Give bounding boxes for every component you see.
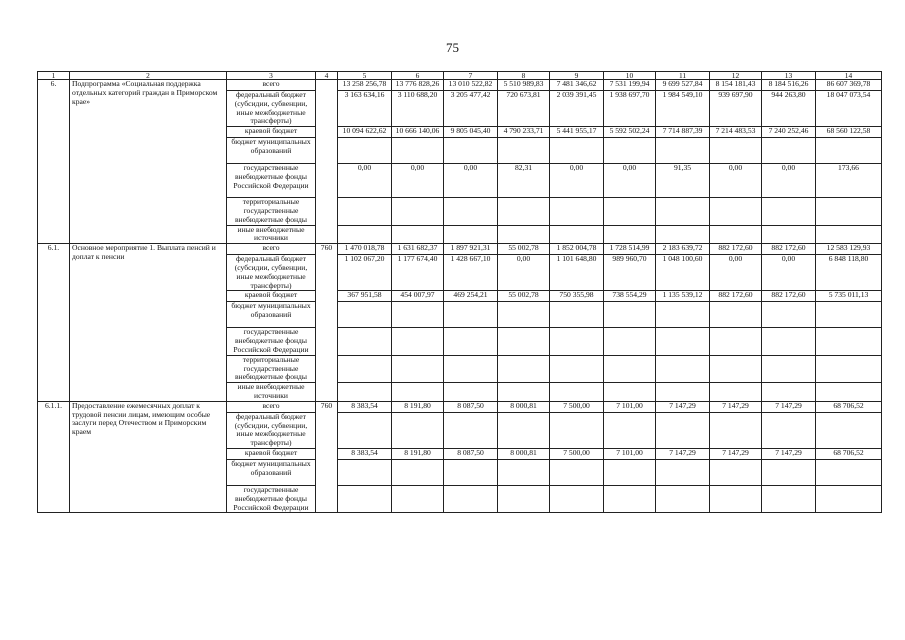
amount-cell [444,485,498,512]
amount-cell [762,225,816,244]
amount-cell [338,138,392,164]
funding-source: бюджет муниципальных образований [227,459,316,485]
amount-cell: 0,00 [762,164,816,198]
amount-cell: 1 102 067,20 [338,255,392,291]
amount-cell [392,225,444,244]
amount-cell [444,302,498,328]
amount-cell [498,302,550,328]
funding-source: территориальные государственные внебюджетные фонды [227,355,316,382]
funding-source: государственные внебюджетные фонды Российской Федерации [227,164,316,198]
amount-cell: 8 087,50 [444,448,498,459]
amount-cell [604,355,656,382]
column-header: 3 [227,72,316,80]
amount-cell [656,328,710,355]
amount-cell [816,459,882,485]
amount-cell [392,485,444,512]
amount-cell [392,328,444,355]
amount-cell [710,302,762,328]
amount-cell [816,485,882,512]
amount-cell [338,328,392,355]
amount-cell: 0,00 [710,164,762,198]
amount-cell: 7 147,29 [710,448,762,459]
amount-cell: 1 631 682,37 [392,244,444,255]
column-header: 14 [816,72,882,80]
column-header: 4 [316,72,338,80]
amount-cell [498,328,550,355]
amount-cell [338,355,392,382]
amount-cell [498,412,550,448]
amount-cell [762,459,816,485]
amount-cell [498,485,550,512]
amount-cell [656,383,710,402]
amount-cell: 5 735 011,13 [816,291,882,302]
page-number: 75 [446,40,459,55]
amount-cell: 7 147,29 [656,401,710,412]
amount-cell [550,459,604,485]
amount-cell: 882 172,60 [710,291,762,302]
amount-cell [444,355,498,382]
amount-cell: 1 048 100,60 [656,255,710,291]
amount-cell: 10 666 140,06 [392,127,444,138]
amount-cell [762,412,816,448]
amount-cell: 8 383,54 [338,401,392,412]
amount-cell [656,459,710,485]
section-code [316,80,338,244]
amount-cell [762,302,816,328]
amount-cell [498,198,550,225]
amount-cell [762,355,816,382]
column-header: 9 [550,72,604,80]
amount-cell: 1 852 004,78 [550,244,604,255]
amount-cell: 7 531 199,94 [604,80,656,91]
column-header: 11 [656,72,710,80]
amount-cell: 68 706,52 [816,401,882,412]
amount-cell: 0,00 [710,255,762,291]
amount-cell: 3 205 477,42 [444,91,498,127]
amount-cell: 0,00 [498,255,550,291]
amount-cell: 1 984 549,10 [656,91,710,127]
funding-source: иные внебюджетные источники [227,383,316,402]
amount-cell [656,302,710,328]
amount-cell [498,355,550,382]
amount-cell: 8 154 181,43 [710,80,762,91]
amount-cell: 9 699 527,84 [656,80,710,91]
amount-cell [444,138,498,164]
funding-source: всего [227,80,316,91]
funding-source: территориальные государственные внебюджетные фонды [227,198,316,225]
amount-cell [816,198,882,225]
amount-cell [392,412,444,448]
amount-cell: 1 101 648,80 [550,255,604,291]
section-code: 760 [316,401,338,513]
amount-cell [604,198,656,225]
amount-cell: 55 002,78 [498,244,550,255]
amount-cell: 55 002,78 [498,291,550,302]
amount-cell: 8 191,80 [392,401,444,412]
amount-cell [710,355,762,382]
amount-cell: 882 172,60 [710,244,762,255]
amount-cell: 1 177 674,40 [392,255,444,291]
amount-cell: 0,00 [604,164,656,198]
amount-cell [498,138,550,164]
funding-source: федеральный бюджет (субсидии, субвенции, иные межбюджетные трансферты) [227,255,316,291]
amount-cell [338,459,392,485]
amount-cell: 989 960,70 [604,255,656,291]
amount-cell: 0,00 [392,164,444,198]
column-header: 13 [762,72,816,80]
amount-cell [550,225,604,244]
amount-cell: 7 214 483,53 [710,127,762,138]
amount-cell: 1 897 921,31 [444,244,498,255]
amount-cell [444,225,498,244]
amount-cell [444,412,498,448]
amount-cell: 7 101,00 [604,401,656,412]
amount-cell [392,302,444,328]
budget-table [37,71,882,513]
funding-source: краевой бюджет [227,127,316,138]
amount-cell: 454 007,97 [392,291,444,302]
section-index: 6.1. [38,244,70,402]
amount-cell: 68 706,52 [816,448,882,459]
amount-cell: 5 441 955,17 [550,127,604,138]
table-row [38,244,882,255]
amount-cell: 2 039 391,45 [550,91,604,127]
amount-cell [710,198,762,225]
amount-cell: 8 000,81 [498,448,550,459]
amount-cell: 7 240 252,46 [762,127,816,138]
amount-cell [710,412,762,448]
amount-cell: 2 183 639,72 [656,244,710,255]
amount-cell: 5 592 502,24 [604,127,656,138]
amount-cell [392,138,444,164]
amount-cell [338,225,392,244]
amount-cell: 1 470 018,78 [338,244,392,255]
amount-cell: 7 500,00 [550,448,604,459]
amount-cell: 5 510 989,83 [498,80,550,91]
section-index: 6.1.1. [38,401,70,513]
amount-cell [604,328,656,355]
amount-cell [604,459,656,485]
amount-cell [762,198,816,225]
section-name: Подпрограмма «Социальная поддержка отдельных категорий граждан в Приморском крае» [70,80,227,244]
amount-cell [392,198,444,225]
amount-cell [550,412,604,448]
amount-cell [550,485,604,512]
amount-cell [444,383,498,402]
amount-cell [338,383,392,402]
amount-cell: 738 554,29 [604,291,656,302]
amount-cell [656,412,710,448]
amount-cell [444,459,498,485]
amount-cell [816,383,882,402]
amount-cell [710,225,762,244]
section-name: Основное мероприятие 1. Выплата пенсий и доплат к пенсии [70,244,227,402]
funding-source: бюджет муниципальных образований [227,302,316,328]
amount-cell: 469 254,21 [444,291,498,302]
amount-cell [710,328,762,355]
amount-cell: 0,00 [444,164,498,198]
amount-cell [656,355,710,382]
amount-cell [392,459,444,485]
column-header: 12 [710,72,762,80]
funding-source: государственные внебюджетные фонды Российской Федерации [227,328,316,355]
amount-cell [392,383,444,402]
amount-cell [762,138,816,164]
column-header: 8 [498,72,550,80]
amount-cell [604,383,656,402]
amount-cell [498,225,550,244]
column-header: 2 [70,72,227,80]
amount-cell: 12 583 129,93 [816,244,882,255]
amount-cell [710,138,762,164]
amount-cell: 10 094 622,62 [338,127,392,138]
amount-cell [498,383,550,402]
amount-cell [816,355,882,382]
amount-cell [498,459,550,485]
amount-cell [604,302,656,328]
column-header-row [38,72,882,80]
amount-cell [338,302,392,328]
funding-source: государственные внебюджетные фонды Российской Федерации [227,485,316,512]
amount-cell [550,383,604,402]
amount-cell [762,383,816,402]
amount-cell: 1 135 539,12 [656,291,710,302]
amount-cell [604,485,656,512]
amount-cell [338,485,392,512]
amount-cell: 7 147,29 [762,401,816,412]
funding-source: бюджет муниципальных образований [227,138,316,164]
amount-cell: 3 110 688,20 [392,91,444,127]
amount-cell: 367 951,58 [338,291,392,302]
column-header: 5 [338,72,392,80]
funding-source: всего [227,244,316,255]
amount-cell: 8 087,50 [444,401,498,412]
amount-cell [816,302,882,328]
amount-cell: 18 047 073,54 [816,91,882,127]
column-header: 10 [604,72,656,80]
section-index: 6. [38,80,70,244]
amount-cell [444,198,498,225]
funding-source: федеральный бюджет (субсидии, субвенции, иные межбюджетные трансферты) [227,91,316,127]
amount-cell: 8 184 516,26 [762,80,816,91]
amount-cell: 750 355,98 [550,291,604,302]
amount-cell: 1 938 697,70 [604,91,656,127]
amount-cell: 882 172,60 [762,244,816,255]
section-code: 760 [316,244,338,402]
amount-cell: 8 383,54 [338,448,392,459]
amount-cell: 8 000,81 [498,401,550,412]
amount-cell: 173,66 [816,164,882,198]
funding-source: федеральный бюджет (субсидии, субвенции, иные межбюджетные трансферты) [227,412,316,448]
amount-cell [816,412,882,448]
amount-cell: 13 258 256,78 [338,80,392,91]
table-body [38,80,882,513]
amount-cell: 0,00 [550,164,604,198]
amount-cell: 4 790 233,71 [498,127,550,138]
amount-cell: 68 560 122,58 [816,127,882,138]
amount-cell [816,225,882,244]
amount-cell: 7 147,29 [710,401,762,412]
amount-cell: 1 728 514,99 [604,244,656,255]
amount-cell [656,198,710,225]
column-header: 6 [392,72,444,80]
amount-cell: 0,00 [762,255,816,291]
amount-cell: 1 428 667,10 [444,255,498,291]
table-row [38,401,882,412]
funding-source: иные внебюджетные источники [227,225,316,244]
amount-cell: 7 714 887,39 [656,127,710,138]
table-row [38,80,882,91]
amount-cell: 91,35 [656,164,710,198]
amount-cell: 8 191,80 [392,448,444,459]
amount-cell [656,138,710,164]
amount-cell [550,302,604,328]
amount-cell: 7 101,00 [604,448,656,459]
amount-cell: 6 848 118,80 [816,255,882,291]
amount-cell [550,198,604,225]
amount-cell [656,485,710,512]
amount-cell [550,328,604,355]
amount-cell: 13 776 828,26 [392,80,444,91]
amount-cell: 86 607 369,78 [816,80,882,91]
amount-cell: 3 163 634,16 [338,91,392,127]
amount-cell: 882 172,60 [762,291,816,302]
amount-cell [816,328,882,355]
amount-cell [762,485,816,512]
amount-cell [710,459,762,485]
amount-cell [550,355,604,382]
funding-source: краевой бюджет [227,448,316,459]
amount-cell: 9 805 045,40 [444,127,498,138]
amount-cell: 944 263,80 [762,91,816,127]
amount-cell [444,328,498,355]
column-header: 7 [444,72,498,80]
column-header: 1 [38,72,70,80]
amount-cell [338,198,392,225]
amount-cell [338,412,392,448]
amount-cell [604,225,656,244]
amount-cell [392,355,444,382]
funding-source: краевой бюджет [227,291,316,302]
amount-cell: 7 481 346,62 [550,80,604,91]
amount-cell [604,138,656,164]
amount-cell: 7 500,00 [550,401,604,412]
amount-cell: 7 147,29 [656,448,710,459]
amount-cell: 82,31 [498,164,550,198]
amount-cell [762,328,816,355]
section-name: Предоставление ежемесячных доплат к трудовой пенсии лицам, имеющим особые заслуги перед Отечеством и Приморским краем [70,401,227,513]
amount-cell [604,412,656,448]
amount-cell [710,383,762,402]
amount-cell: 0,00 [338,164,392,198]
amount-cell: 939 697,90 [710,91,762,127]
amount-cell: 13 010 522,82 [444,80,498,91]
amount-cell [710,485,762,512]
amount-cell [816,138,882,164]
amount-cell [656,225,710,244]
funding-source: всего [227,401,316,412]
amount-cell: 7 147,29 [762,448,816,459]
amount-cell: 720 673,81 [498,91,550,127]
amount-cell [550,138,604,164]
